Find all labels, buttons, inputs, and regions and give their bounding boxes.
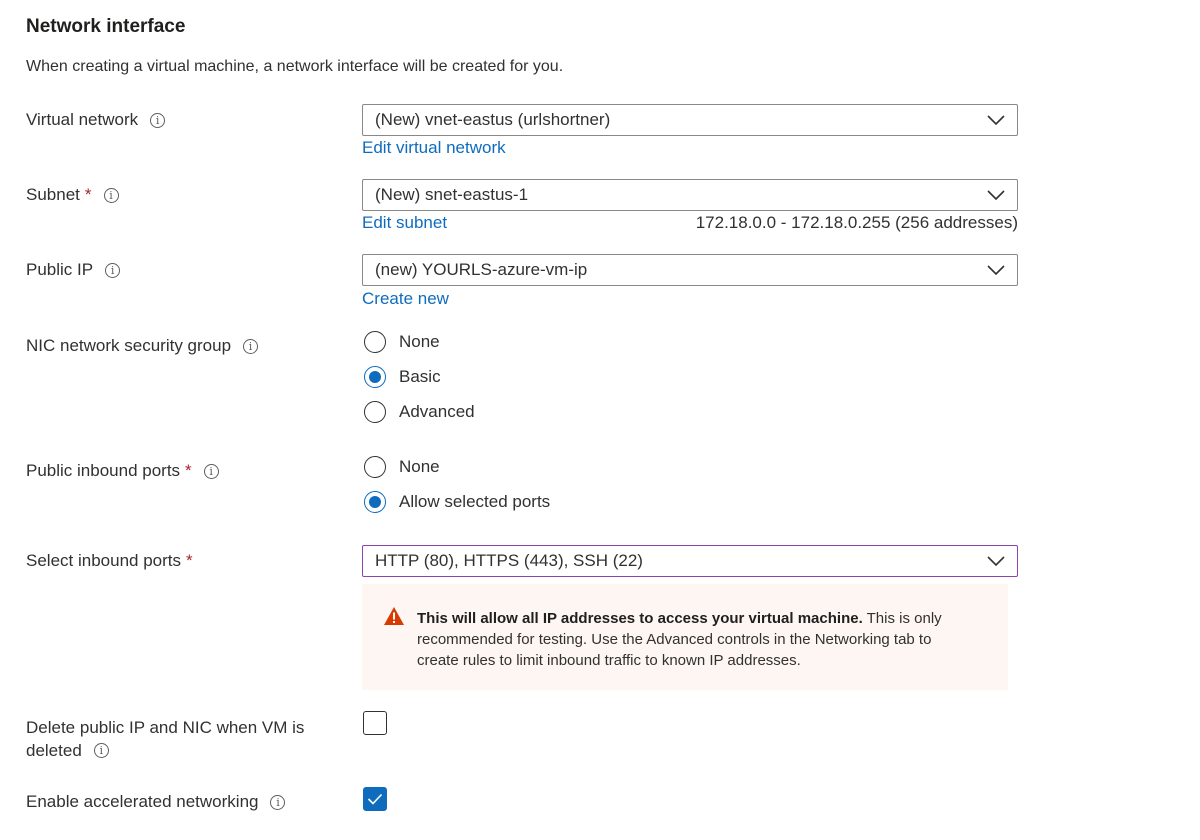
public-ip-dropdown[interactable] bbox=[362, 254, 1018, 286]
subnet-dropdown[interactable] bbox=[362, 179, 1018, 211]
accelerated-networking-label bbox=[26, 792, 285, 812]
delete-public-ip-label-line1: Delete public IP and NIC when VM is bbox=[26, 718, 305, 737]
info-icon[interactable]: i bbox=[94, 743, 109, 758]
virtual-network-dropdown[interactable] bbox=[362, 104, 1018, 136]
accelerated-networking-checkbox[interactable] bbox=[363, 787, 387, 811]
delete-public-ip-label-line2-text: deleted bbox=[26, 741, 82, 760]
nic-nsg-label-text: NIC network security group bbox=[26, 336, 232, 355]
section-description: When creating a virtual machine, a network interface will be created for you. bbox=[26, 58, 564, 75]
public-ip-label bbox=[26, 260, 120, 280]
virtual-network-value: (New) vnet-eastus (urlshortner) bbox=[375, 110, 611, 129]
edit-virtual-network-link[interactable]: Edit virtual network bbox=[362, 138, 506, 157]
chevron-down-icon bbox=[987, 265, 1005, 275]
warning-text-line3: create rules to limit inbound traffic to known IP addresses. bbox=[417, 652, 801, 669]
public-inbound-ports-label-text: Public inbound ports bbox=[26, 461, 181, 480]
warning-message-bar bbox=[362, 584, 1008, 690]
nic-nsg-option-advanced[interactable] bbox=[364, 401, 475, 423]
subnet-label bbox=[26, 185, 119, 205]
info-icon[interactable]: i bbox=[243, 339, 258, 354]
select-inbound-ports-label-text: Select inbound ports bbox=[26, 551, 181, 570]
radio-unselected-icon[interactable] bbox=[364, 331, 386, 353]
required-asterisk: * bbox=[185, 461, 192, 480]
required-asterisk: * bbox=[84, 185, 92, 204]
nic-nsg-option-none[interactable] bbox=[364, 331, 440, 353]
delete-public-ip-checkbox[interactable] bbox=[363, 711, 387, 735]
public-inbound-ports-option-none[interactable] bbox=[364, 456, 440, 478]
checkmark-icon bbox=[367, 793, 383, 805]
virtual-network-label bbox=[26, 110, 165, 130]
delete-public-ip-label-line2 bbox=[26, 739, 304, 762]
radio-label: Basic bbox=[399, 367, 441, 386]
subnet-label-text: Subnet bbox=[26, 185, 80, 204]
info-icon[interactable]: i bbox=[204, 464, 219, 479]
accelerated-networking-label-text: Enable accelerated networking bbox=[26, 792, 259, 811]
nic-nsg-option-basic[interactable] bbox=[364, 366, 441, 388]
public-ip-label-text: Public IP bbox=[26, 260, 94, 279]
warning-text-line1: This is only bbox=[862, 610, 942, 627]
nic-nsg-label bbox=[26, 336, 258, 356]
section-title: Network interface bbox=[26, 16, 186, 37]
chevron-down-icon bbox=[987, 190, 1005, 200]
edit-subnet-link[interactable]: Edit subnet bbox=[362, 213, 448, 232]
info-icon[interactable]: i bbox=[150, 113, 165, 128]
radio-label: Allow selected ports bbox=[399, 492, 551, 511]
info-icon[interactable]: i bbox=[104, 188, 119, 203]
radio-label: Advanced bbox=[399, 402, 475, 421]
radio-selected-icon[interactable] bbox=[364, 366, 386, 388]
required-asterisk: * bbox=[186, 551, 193, 570]
radio-label: None bbox=[399, 332, 440, 351]
radio-unselected-icon[interactable] bbox=[364, 456, 386, 478]
chevron-down-icon bbox=[987, 115, 1005, 125]
public-ip-value: (new) YOURLS-azure-vm-ip bbox=[375, 260, 588, 279]
create-new-public-ip-link[interactable]: Create new bbox=[362, 289, 449, 308]
public-inbound-ports-option-allow-selected[interactable] bbox=[364, 491, 550, 513]
warning-icon bbox=[383, 606, 405, 626]
warning-text-line2: recommended for testing. Use the Advanced controls in the Networking tab to bbox=[417, 631, 932, 648]
radio-unselected-icon[interactable] bbox=[364, 401, 386, 423]
select-inbound-ports-value: HTTP (80), HTTPS (443), SSH (22) bbox=[375, 551, 643, 570]
info-icon[interactable]: i bbox=[105, 263, 120, 278]
chevron-down-icon bbox=[987, 556, 1005, 566]
warning-bold-text: This will allow all IP addresses to access your virtual machine. bbox=[417, 610, 863, 627]
radio-label: None bbox=[399, 457, 440, 476]
warning-text bbox=[417, 608, 992, 671]
select-inbound-ports-dropdown[interactable] bbox=[362, 545, 1018, 577]
subnet-value: (New) snet-eastus-1 bbox=[375, 185, 529, 204]
radio-selected-icon[interactable] bbox=[364, 491, 386, 513]
select-inbound-ports-label bbox=[26, 551, 193, 571]
subnet-address-range: 172.18.0.0 - 172.18.0.255 (256 addresses) bbox=[695, 213, 1018, 232]
info-icon[interactable]: i bbox=[270, 795, 285, 810]
public-inbound-ports-label bbox=[26, 461, 219, 481]
delete-public-ip-label bbox=[26, 716, 304, 762]
virtual-network-label-text: Virtual network bbox=[26, 110, 139, 129]
